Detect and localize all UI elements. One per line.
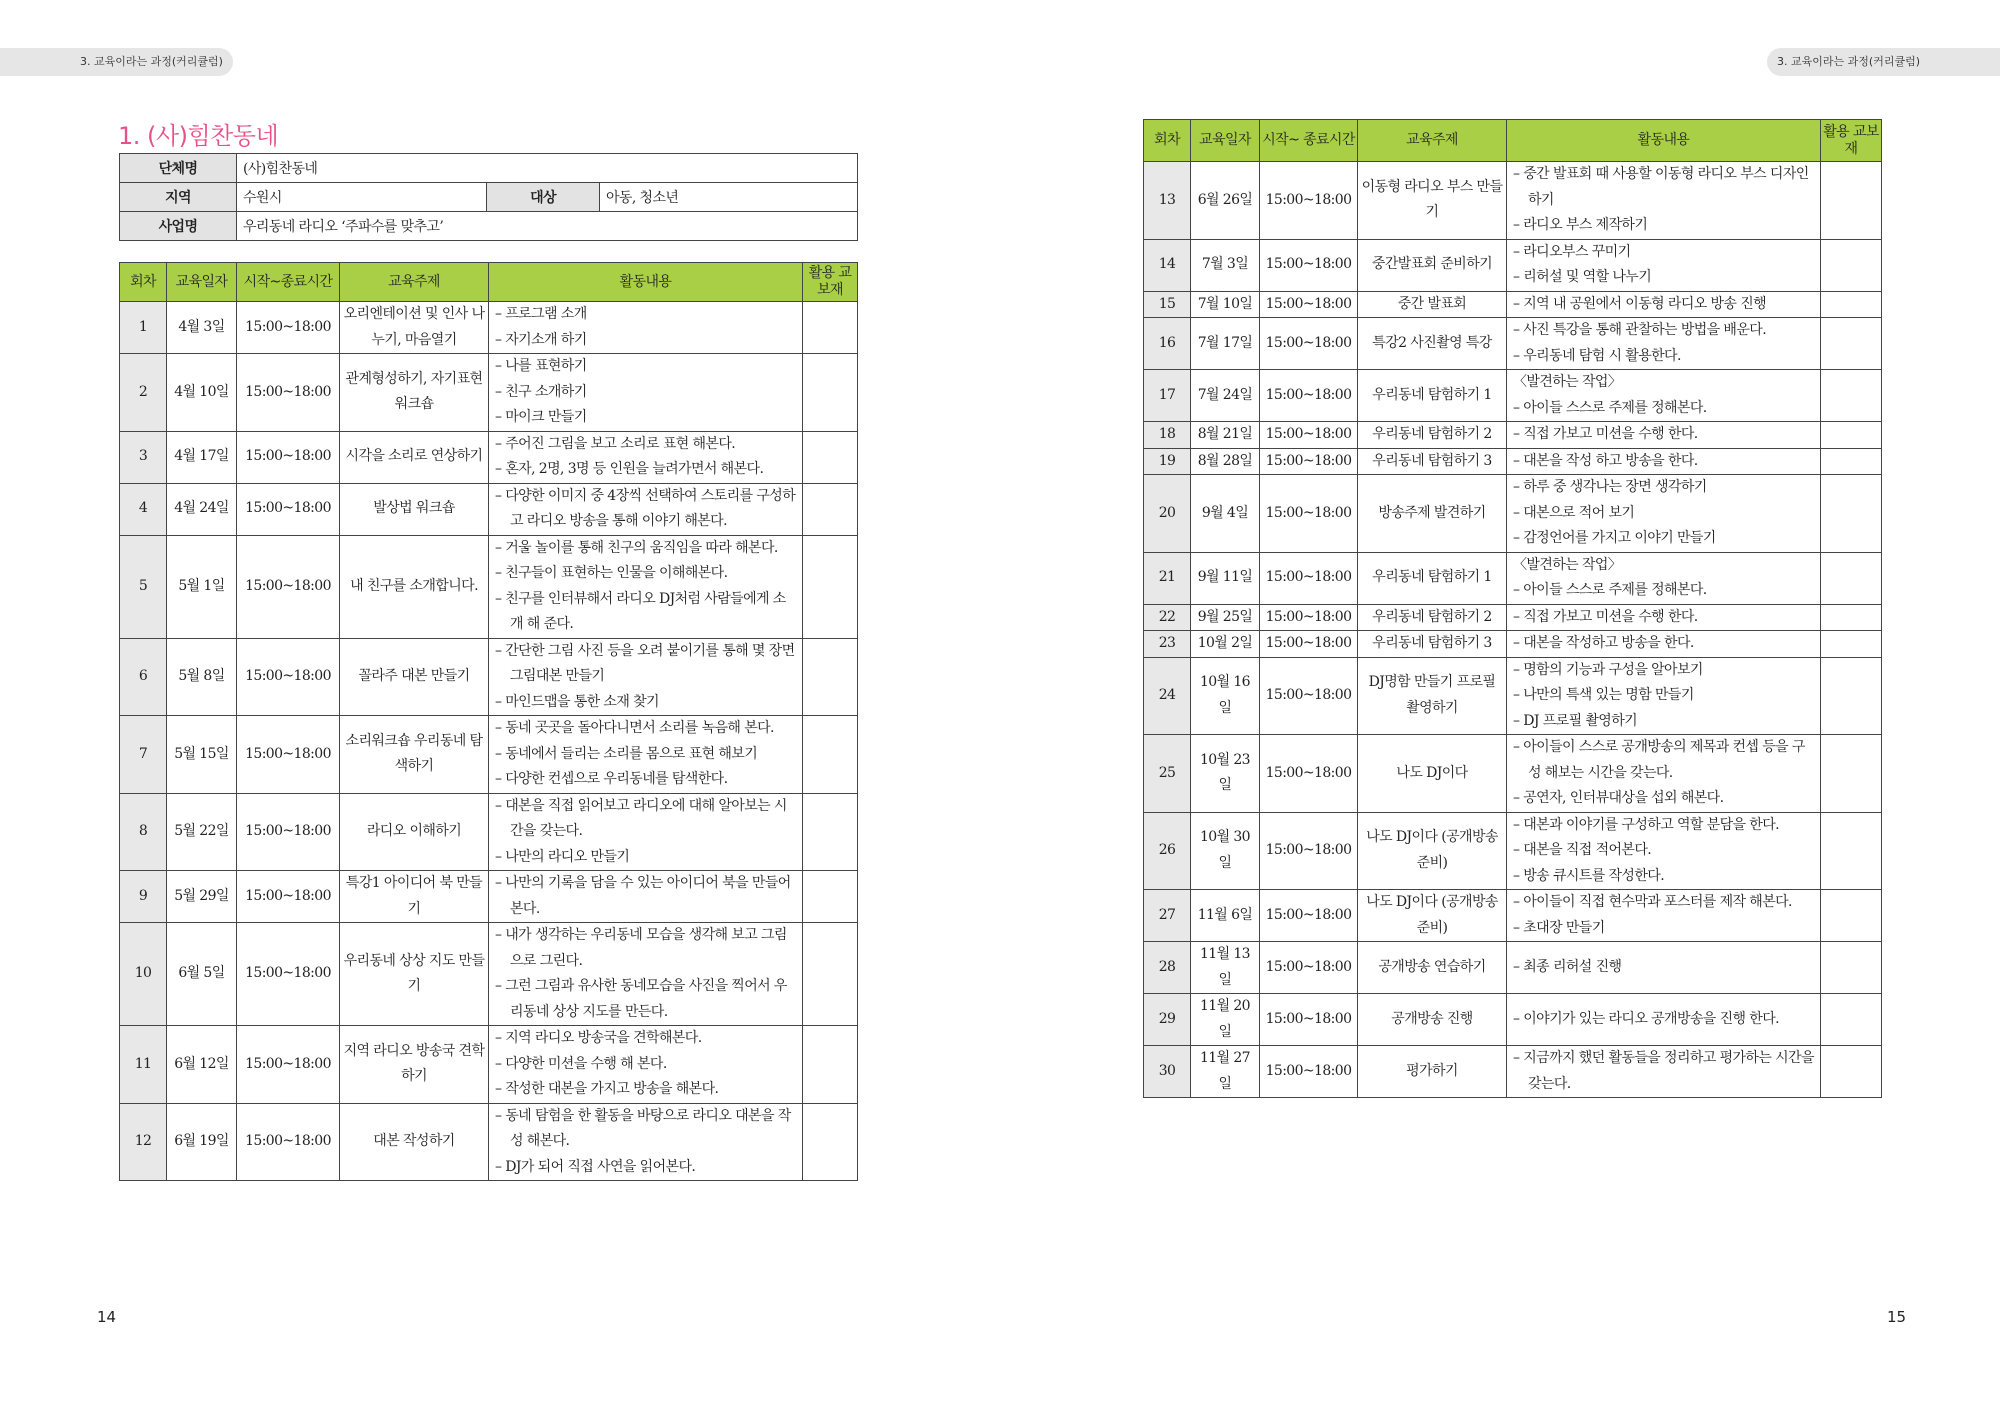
activity-item: – 초대장 만들기 — [1513, 919, 1605, 936]
activity-item: – 최종 리허설 진행 — [1513, 958, 1622, 975]
session-date: 11월 6일 — [1191, 890, 1260, 942]
session-topic: 우리동네 탐험하기 3 — [1358, 448, 1507, 475]
session-material — [1821, 318, 1882, 370]
session-number: 28 — [1144, 942, 1191, 994]
activity-item: – 우리동네 탐험 시 활용한다. — [1513, 347, 1681, 364]
session-time: 15:00~18:00 — [1260, 552, 1358, 604]
activity-item: 〈발견하는 작업〉 — [1513, 556, 1622, 573]
activity-item: – 나를 표현하기 — [495, 358, 587, 374]
session-topic: 꼴라주 대본 만들기 — [340, 638, 489, 716]
session-topic: 특강1 아이디어 북 만들기 — [340, 871, 489, 923]
session-material — [803, 483, 858, 535]
session-date: 7월 24일 — [1191, 370, 1260, 422]
session-date: 7월 3일 — [1191, 239, 1260, 291]
activity-item: – 다양한 이미지 중 4장씩 선택하여 스토리를 구성하고 라디오 방송을 통해 이야기 해본다. — [495, 487, 796, 529]
session-topic: 특강2 사진촬영 특강 — [1358, 318, 1507, 370]
session-activities — [1507, 448, 1821, 475]
session-topic: 발상법 워크숍 — [340, 483, 489, 535]
session-number: 25 — [1144, 735, 1191, 813]
session-time: 15:00~18:00 — [237, 638, 340, 716]
session-date: 10월 16일 — [1191, 657, 1260, 735]
running-header-right — [1767, 48, 2000, 76]
session-topic: DJ명함 만들기 프로필 촬영하기 — [1358, 657, 1507, 735]
session-number: 21 — [1144, 552, 1191, 604]
table-row — [120, 793, 858, 871]
session-time: 15:00~18:00 — [1260, 942, 1358, 994]
session-date: 6월 5일 — [167, 923, 237, 1026]
table-row — [1144, 422, 1882, 449]
session-date: 5월 22일 — [167, 793, 237, 871]
activity-item: – 마인드맵을 통한 소재 찾기 — [495, 693, 659, 710]
activity-item: – 아이들이 스스로 공개방송의 제목과 컨셉 등을 구성 해보는 시간을 갖는다. — [1513, 739, 1805, 781]
session-topic: 지역 라디오 방송국 견학하기 — [340, 1026, 489, 1104]
activity-item: – 다양한 미션을 수행 해 본다. — [495, 1055, 667, 1072]
session-time: 15:00~18:00 — [237, 302, 340, 354]
table-row — [120, 1026, 858, 1104]
session-topic: 우리동네 상상 지도 만들기 — [340, 923, 489, 1026]
activity-item: – DJ가 되어 직접 사연을 읽어본다. — [495, 1158, 696, 1175]
session-number: 27 — [1144, 890, 1191, 942]
session-number: 4 — [120, 483, 167, 535]
session-topic: 우리동네 탐험하기 2 — [1358, 422, 1507, 449]
session-number: 17 — [1144, 370, 1191, 422]
activity-item: – 아이들 스스로 주제를 정해본다. — [1513, 399, 1707, 416]
table-row — [120, 354, 858, 432]
session-topic: 공개방송 진행 — [1358, 994, 1507, 1046]
table-row — [120, 871, 858, 923]
session-time: 15:00~18:00 — [237, 716, 340, 794]
activity-item: – 친구를 인터뷰해서 라디오 DJ처럼 사람들에게 소개 해 준다. — [495, 590, 786, 632]
session-date: 5월 1일 — [167, 535, 237, 638]
activity-item: – 작성한 대본을 가지고 방송을 해본다. — [495, 1081, 719, 1097]
session-activities — [489, 871, 803, 923]
session-topic: 이동형 라디오 부스 만들기 — [1358, 162, 1507, 240]
session-material — [803, 354, 858, 432]
session-number: 12 — [120, 1103, 167, 1181]
session-number: 5 — [120, 535, 167, 638]
session-date: 8월 28일 — [1191, 448, 1260, 475]
table-row — [1144, 604, 1882, 631]
session-time: 15:00~18:00 — [237, 923, 340, 1026]
activity-item: – 내가 생각하는 우리동네 모습을 생각해 보고 그림으로 그린다. — [495, 927, 787, 969]
session-date: 7월 10일 — [1191, 291, 1260, 318]
schedule-body-left — [120, 302, 858, 1181]
session-activities — [489, 923, 803, 1026]
session-topic: 나도 DJ이다 (공개방송 준비) — [1358, 812, 1507, 890]
activity-item: – 동네 곳곳을 돌아다니면서 소리를 녹음해 본다. — [495, 720, 774, 736]
session-activities — [489, 716, 803, 794]
activity-item: – 지금까지 했던 활동들을 정리하고 평가하는 시간을 갖는다. — [1513, 1050, 1814, 1092]
session-topic: 오리엔테이션 및 인사 나누기, 마음열기 — [340, 302, 489, 354]
session-time: 15:00~18:00 — [1260, 631, 1358, 658]
table-row — [1144, 735, 1882, 813]
session-material — [803, 638, 858, 716]
activity-item: – 프로그램 소개 — [495, 306, 587, 322]
session-material — [1821, 631, 1882, 658]
activity-item: – 혼자, 2명, 3명 등 인원을 늘려가면서 해본다. — [495, 461, 764, 477]
session-topic: 내 친구를 소개합니다. — [340, 535, 489, 638]
session-material — [1821, 370, 1882, 422]
table-row — [1144, 631, 1882, 658]
session-topic: 대본 작성하기 — [340, 1103, 489, 1181]
session-topic: 평가하기 — [1358, 1046, 1507, 1098]
activity-item: – 그런 그림과 유사한 동네모습을 사진을 찍어서 우리동네 상상 지도를 만든다. — [495, 978, 787, 1020]
table-row — [1144, 657, 1882, 735]
table-row — [1144, 994, 1882, 1046]
table-row — [1144, 291, 1882, 318]
session-topic: 우리동네 탐험하기 1 — [1358, 370, 1507, 422]
session-material — [1821, 552, 1882, 604]
activity-item: – 라디오부스 꾸미기 — [1513, 243, 1631, 260]
org-value: (사)힘찬동네 — [237, 154, 858, 183]
session-activities — [489, 354, 803, 432]
table-row — [1144, 370, 1882, 422]
session-material — [1821, 942, 1882, 994]
session-time: 15:00~18:00 — [1260, 239, 1358, 291]
session-material — [1821, 448, 1882, 475]
session-number: 6 — [120, 638, 167, 716]
activity-item: – 명함의 기능과 구성을 알아보기 — [1513, 661, 1703, 678]
session-number: 2 — [120, 354, 167, 432]
header-time: 시작~ 종료시간 — [1260, 120, 1358, 162]
header-no: 회차 — [120, 263, 167, 302]
activity-item: – 아이들 스스로 주제를 정해본다. — [1513, 582, 1707, 598]
session-material — [803, 302, 858, 354]
session-material — [803, 716, 858, 794]
session-time: 15:00~18:00 — [237, 535, 340, 638]
table-row — [120, 535, 858, 638]
table-row — [1144, 475, 1882, 553]
session-activities — [1507, 604, 1821, 631]
session-number: 16 — [1144, 318, 1191, 370]
session-date: 5월 8일 — [167, 638, 237, 716]
session-number: 8 — [120, 793, 167, 871]
session-activities — [489, 1026, 803, 1104]
session-number: 3 — [120, 431, 167, 483]
session-number: 14 — [1144, 239, 1191, 291]
table-row — [120, 431, 858, 483]
session-time: 15:00~18:00 — [237, 793, 340, 871]
session-number: 24 — [1144, 657, 1191, 735]
header-activity: 활동내용 — [1507, 120, 1821, 162]
table-row — [1144, 1046, 1882, 1098]
session-activities — [1507, 422, 1821, 449]
table-row — [120, 302, 858, 354]
session-time: 15:00~18:00 — [1260, 318, 1358, 370]
session-activities — [489, 638, 803, 716]
session-number: 22 — [1144, 604, 1191, 631]
session-activities — [489, 431, 803, 483]
activity-item: – 지역 라디오 방송국을 견학해본다. — [495, 1030, 702, 1046]
session-date: 5월 29일 — [167, 871, 237, 923]
running-header-left — [0, 48, 233, 76]
page-number-left: 14 — [97, 1308, 117, 1326]
activity-item: – 대본을 직접 읽어보고 라디오에 대해 알아보는 시간을 갖는다. — [495, 797, 787, 839]
session-date: 6월 26일 — [1191, 162, 1260, 240]
session-topic: 나도 DJ이다 — [1358, 735, 1507, 813]
activity-item: – 나만의 라디오 만들기 — [495, 848, 630, 865]
session-time: 15:00~18:00 — [1260, 735, 1358, 813]
session-material — [1821, 239, 1882, 291]
session-activities — [489, 302, 803, 354]
activity-item: – 대본을 작성 하고 방송을 한다. — [1513, 452, 1698, 469]
session-material — [1821, 812, 1882, 890]
activity-item: – 주어진 그림을 보고 소리로 표현 해본다. — [495, 435, 736, 452]
session-time: 15:00~18:00 — [1260, 657, 1358, 735]
session-topic: 공개방송 연습하기 — [1358, 942, 1507, 994]
activity-item: – 마이크 만들기 — [495, 409, 587, 425]
session-number: 13 — [1144, 162, 1191, 240]
running-header-left-text: 3. 교육이라는 과정(커리큘럼) — [80, 55, 223, 68]
running-header-right-text: 3. 교육이라는 과정(커리큘럼) — [1777, 55, 1920, 68]
session-number: 10 — [120, 923, 167, 1026]
table-row — [1144, 812, 1882, 890]
session-date: 6월 19일 — [167, 1103, 237, 1181]
session-material — [1821, 735, 1882, 813]
session-time: 15:00~18:00 — [1260, 890, 1358, 942]
session-date: 10월 2일 — [1191, 631, 1260, 658]
session-number: 23 — [1144, 631, 1191, 658]
session-time: 15:00~18:00 — [1260, 162, 1358, 240]
session-activities — [1507, 318, 1821, 370]
session-time: 15:00~18:00 — [237, 431, 340, 483]
organization-info-table — [119, 153, 858, 241]
session-date: 10월 23일 — [1191, 735, 1260, 813]
session-number: 15 — [1144, 291, 1191, 318]
session-material — [1821, 162, 1882, 240]
table-row — [120, 923, 858, 1026]
session-activities — [1507, 1046, 1821, 1098]
session-activities — [489, 483, 803, 535]
schedule-table-left — [119, 262, 858, 1181]
session-time: 15:00~18:00 — [237, 354, 340, 432]
session-topic: 우리동네 탐험하기 2 — [1358, 604, 1507, 631]
header-no: 회차 — [1144, 120, 1191, 162]
activity-item: – 동네에서 들리는 소리를 몸으로 표현 해보기 — [495, 745, 758, 762]
session-date: 5월 15일 — [167, 716, 237, 794]
table-row — [120, 1103, 858, 1181]
session-date: 7월 17일 — [1191, 318, 1260, 370]
section-title: 1. (사)힘찬동네 — [118, 122, 279, 150]
table-row — [1144, 239, 1882, 291]
session-date: 11월 13일 — [1191, 942, 1260, 994]
session-activities — [1507, 890, 1821, 942]
activity-item: – 공연자, 인터뷰대상을 섭외 해본다. — [1513, 790, 1724, 806]
region-value: 수원시 — [237, 183, 487, 212]
session-activities — [1507, 812, 1821, 890]
activity-item: – 나만의 특색 있는 명함 만들기 — [1513, 687, 1694, 703]
activity-item: – 방송 큐시트를 작성한다. — [1513, 867, 1665, 884]
session-time: 15:00~18:00 — [1260, 448, 1358, 475]
session-number: 26 — [1144, 812, 1191, 890]
session-date: 4월 10일 — [167, 354, 237, 432]
session-material — [803, 535, 858, 638]
session-activities — [1507, 162, 1821, 240]
session-date: 6월 12일 — [167, 1026, 237, 1104]
session-material — [1821, 657, 1882, 735]
header-topic: 교육주제 — [1358, 120, 1507, 162]
session-activities — [1507, 291, 1821, 318]
session-number: 20 — [1144, 475, 1191, 553]
session-activities — [1507, 370, 1821, 422]
session-material — [803, 1103, 858, 1181]
session-material — [1821, 1046, 1882, 1098]
session-time: 15:00~18:00 — [1260, 370, 1358, 422]
session-time: 15:00~18:00 — [1260, 604, 1358, 631]
activity-item: – 친구들이 표현하는 인물을 이해해본다. — [495, 565, 728, 581]
session-number: 19 — [1144, 448, 1191, 475]
session-date: 10월 30일 — [1191, 812, 1260, 890]
session-number: 30 — [1144, 1046, 1191, 1098]
activity-item: – 리허설 및 역할 나누기 — [1513, 269, 1652, 285]
session-time: 15:00~18:00 — [1260, 812, 1358, 890]
session-date: 4월 3일 — [167, 302, 237, 354]
session-time: 15:00~18:00 — [237, 871, 340, 923]
session-activities — [1507, 942, 1821, 994]
header-date: 교육일자 — [167, 263, 237, 302]
region-label: 지역 — [120, 183, 237, 212]
session-date: 9월 11일 — [1191, 552, 1260, 604]
session-topic: 관계형성하기, 자기표현 워크숍 — [340, 354, 489, 432]
activity-item: – 친구 소개하기 — [495, 383, 587, 400]
activity-item: – 사진 특강을 통해 관찰하는 방법을 배운다. — [1513, 322, 1767, 338]
activity-item: – 아이들이 직접 현수막과 포스터를 제작 해본다. — [1513, 894, 1792, 910]
session-material — [1821, 291, 1882, 318]
header-time: 시작~종료시간 — [237, 263, 340, 302]
session-time: 15:00~18:00 — [237, 1103, 340, 1181]
session-material — [1821, 604, 1882, 631]
session-material — [803, 1026, 858, 1104]
session-topic: 라디오 이해하기 — [340, 793, 489, 871]
session-topic: 나도 DJ이다 (공개방송 준비) — [1358, 890, 1507, 942]
session-topic: 우리동네 탐험하기 3 — [1358, 631, 1507, 658]
activity-item: – 대본을 작성하고 방송을 한다. — [1513, 635, 1694, 651]
table-row — [1144, 162, 1882, 240]
session-date: 11월 27일 — [1191, 1046, 1260, 1098]
session-topic: 중간발표회 준비하기 — [1358, 239, 1507, 291]
session-activities — [1507, 631, 1821, 658]
table-row — [120, 638, 858, 716]
session-topic: 시각을 소리로 연상하기 — [340, 431, 489, 483]
session-activities — [489, 535, 803, 638]
session-material — [803, 871, 858, 923]
activity-item: – 이야기가 있는 라디오 공개방송을 진행 한다. — [1513, 1010, 1779, 1027]
session-time: 15:00~18:00 — [237, 1026, 340, 1104]
session-date: 4월 17일 — [167, 431, 237, 483]
activity-item: – 직접 가보고 미션을 수행 한다. — [1513, 608, 1698, 625]
header-date: 교육일자 — [1191, 120, 1260, 162]
table-row — [1144, 942, 1882, 994]
session-material — [803, 793, 858, 871]
table-row — [1144, 552, 1882, 604]
session-activities — [1507, 239, 1821, 291]
session-activities — [489, 793, 803, 871]
session-number: 18 — [1144, 422, 1191, 449]
project-value: 우리동네 라디오 ‘주파수를 맞추고’ — [237, 212, 858, 241]
session-material — [1821, 994, 1882, 1046]
session-activities — [1507, 475, 1821, 553]
activity-item: – 자기소개 하기 — [495, 331, 587, 348]
activity-item: – 대본과 이야기를 구성하고 역할 분담을 한다. — [1513, 816, 1779, 833]
table-row — [120, 483, 858, 535]
session-time: 15:00~18:00 — [237, 483, 340, 535]
session-time: 15:00~18:00 — [1260, 994, 1358, 1046]
target-label: 대상 — [487, 183, 600, 212]
activity-item: – 라디오 부스 제작하기 — [1513, 217, 1648, 233]
session-material — [1821, 890, 1882, 942]
session-number: 7 — [120, 716, 167, 794]
session-activities — [1507, 552, 1821, 604]
session-topic: 우리동네 탐험하기 1 — [1358, 552, 1507, 604]
activity-item: – 간단한 그림 사진 등을 오려 붙이기를 통해 몇 장면 그림대본 만들기 — [495, 642, 795, 684]
activity-item: – 거울 놀이를 통해 친구의 움직임을 따라 해본다. — [495, 539, 778, 556]
activity-item: – 직접 가보고 미션을 수행 한다. — [1513, 426, 1698, 442]
header-activity: 활동내용 — [489, 263, 803, 302]
session-date: 4월 24일 — [167, 483, 237, 535]
session-material — [803, 923, 858, 1026]
table-row — [1144, 448, 1882, 475]
session-date: 8월 21일 — [1191, 422, 1260, 449]
header-material: 활용 교보재 — [803, 263, 858, 302]
session-topic: 소리워크숍 우리동네 탐색하기 — [340, 716, 489, 794]
schedule-table-right — [1143, 119, 1882, 1098]
activity-item: – 나만의 기록을 담을 수 있는 아이디어 북을 만들어본다. — [495, 875, 791, 917]
session-material — [803, 431, 858, 483]
session-material — [1821, 422, 1882, 449]
header-material: 활용 교보재 — [1821, 120, 1882, 162]
activity-item: – 지역 내 공원에서 이동형 라디오 방송 진행 — [1513, 295, 1767, 312]
activity-item: – 하루 중 생각나는 장면 생각하기 — [1513, 479, 1707, 495]
session-activities — [489, 1103, 803, 1181]
table-row — [120, 716, 858, 794]
activity-item: – 대본으로 적어 보기 — [1513, 504, 1635, 521]
activity-item: – 동네 탐험을 한 활동을 바탕으로 라디오 대본을 작성 해본다. — [495, 1107, 791, 1149]
target-value: 아동, 청소년 — [600, 183, 858, 212]
org-label: 단체명 — [120, 154, 237, 183]
session-topic: 방송주제 발견하기 — [1358, 475, 1507, 553]
session-time: 15:00~18:00 — [1260, 291, 1358, 318]
session-number: 29 — [1144, 994, 1191, 1046]
project-label: 사업명 — [120, 212, 237, 241]
session-topic: 중간 발표회 — [1358, 291, 1507, 318]
session-activities — [1507, 657, 1821, 735]
session-number: 1 — [120, 302, 167, 354]
session-date: 11월 20일 — [1191, 994, 1260, 1046]
header-topic: 교육주제 — [340, 263, 489, 302]
activity-item: 〈발견하는 작업〉 — [1513, 374, 1622, 390]
activity-item: – 감정언어를 가지고 이야기 만들기 — [1513, 530, 1716, 546]
session-number: 11 — [120, 1026, 167, 1104]
session-number: 9 — [120, 871, 167, 923]
session-time: 15:00~18:00 — [1260, 422, 1358, 449]
session-date: 9월 25일 — [1191, 604, 1260, 631]
activity-item: – 다양한 컨셉으로 우리동네를 탐색한다. — [495, 771, 728, 787]
schedule-body-right — [1144, 162, 1882, 1098]
activity-item: – 중간 발표회 때 사용할 이동형 라디오 부스 디자인하기 — [1513, 166, 1809, 208]
session-time: 15:00~18:00 — [1260, 475, 1358, 553]
session-activities — [1507, 735, 1821, 813]
activity-item: – 대본을 직접 적어본다. — [1513, 842, 1652, 858]
session-date: 9월 4일 — [1191, 475, 1260, 553]
activity-item: – DJ 프로필 촬영하기 — [1513, 712, 1638, 729]
table-row — [1144, 318, 1882, 370]
page-number-right: 15 — [1887, 1308, 1907, 1326]
session-time: 15:00~18:00 — [1260, 1046, 1358, 1098]
table-row — [1144, 890, 1882, 942]
session-material — [1821, 475, 1882, 553]
session-activities — [1507, 994, 1821, 1046]
